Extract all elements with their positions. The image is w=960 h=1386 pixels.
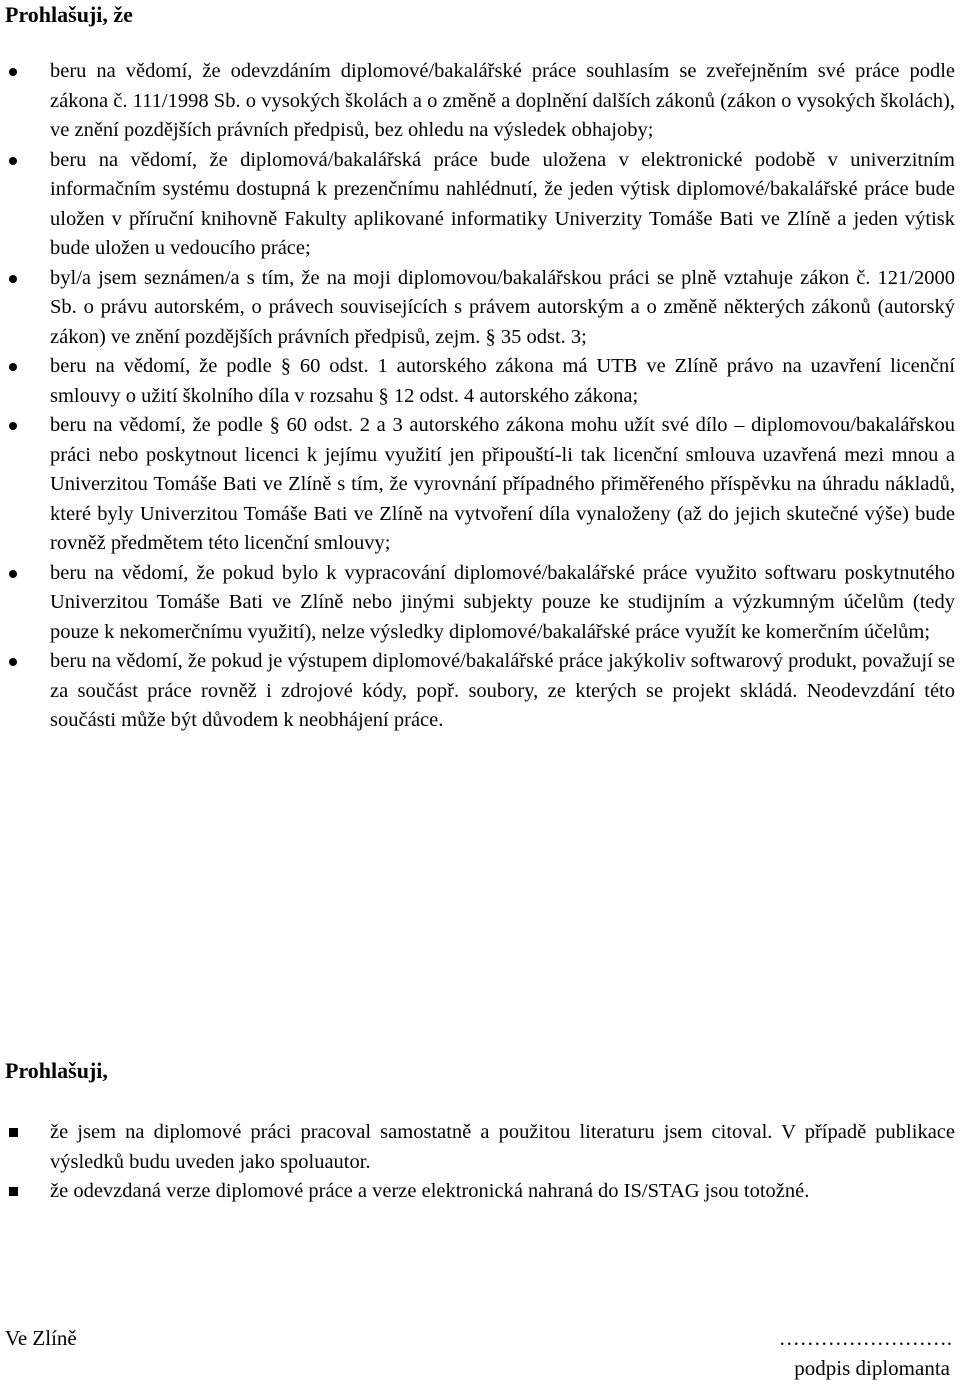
section1-heading: Prohlašuji, že [5,2,133,27]
list-item [0,1118,960,1177]
list-item [0,352,960,411]
list-item-text: beru na vědomí, že odevzdáním diplomové/bakalářské práce souhlasím se zveřejněním své práce podle zákona č. 111/1998 Sb. o vysokých školách a o změně a doplnění dalších zákonů (zákon o vysokých školách), ve znění pozdějších právních předpisů, bez ohledu na výsledek obhajoby; [50,60,955,141]
square-bullet-icon [9,1128,18,1137]
bullet-icon [9,275,17,283]
list-item-text: beru na vědomí, že diplomová/bakalářská práce bude uložena v elektronické podobě v univerzitním informačním systému dostupná k prezenčnímu nahlédnutí, že jeden výtisk diplomové/bakalářské práce bude uložen v příruční knihovně Fakulty aplikované informatiky Univerzity Tomáše Bati ve Zlíně a jeden výtisk bude uložen u vedoucího práce; [50,148,955,259]
square-bullet-icon [9,1187,18,1196]
list-item-text: že odevzdaná verze diplomové práce a verze elektronická nahraná do IS/STAG jsou totožné. [50,1180,810,1202]
list-item [0,411,960,559]
place-label: Ve Zlíně [5,1326,77,1350]
signature-line: ……………………. [778,1326,952,1350]
list-item-text: že jsem na diplomové práci pracoval samostatně a použitou literaturu jsem citoval. V případě publikace výsledků budu uveden jako spoluautor. [50,1121,955,1173]
bullet-icon [9,658,17,666]
bullet-icon [9,570,17,578]
list-item [0,146,960,264]
bullet-icon [9,422,17,430]
list-item-text: beru na vědomí, že podle § 60 odst. 2 a 3 autorského zákona mohu užít své dílo – diplomovou/bakalářskou práci nebo poskytnout licenci k jejímu využití jen připouští-li tak licenční smlouva uzavřená mezi mnou a Univerzitou Tomáše Bati ve Zlíně s tím, že vyrovnání případného přiměřeného příspěvku na úhradu nákladů, které byly Univerzitou Tomáše Bati ve Zlíně na vytvoření díla vynaloženy (až do jejich skutečné výše) bude rovněž předmětem této licenční smlouvy; [50,414,955,554]
bullet-icon [9,363,17,371]
list-item [0,559,960,648]
list-item-text: byl/a jsem seznámen/a s tím, že na moji diplomovou/bakalářskou práci se plně vztahuje zákon č. 121/2000 Sb. o právu autorském, o právech souvisejících s právem autorským a o změně některých zákonů (autorský zákon) ve znění pozdějších právních předpisů, zejm. § 35 odst. 3; [50,266,955,348]
list-item [0,264,960,353]
declaration-list [0,57,960,736]
list-item-text: beru na vědomí, že pokud bylo k vypracování diplomové/bakalářské práce využito softwaru poskytnutého Univerzitou Tomáše Bati ve Zlíně nebo jinými subjekty pouze ke studijním a výzkumným účelům (tedy pouze k nekomerčnímu využití), nelze výsledky diplomové/bakalářské práce využít ke komerčním účelům; [50,561,955,643]
signature-label: podpis diplomanta [794,1356,950,1380]
declaration-list-2 [0,1118,960,1207]
section2-heading: Prohlašuji, [5,1058,108,1083]
list-item [0,57,960,146]
list-item [0,1177,960,1207]
list-item-text: beru na vědomí, že podle § 60 odst. 1 autorského zákona má UTB ve Zlíně právo na uzavření licenční smlouvy o užití školního díla v rozsahu § 12 odst. 4 autorského zákona; [50,355,955,407]
bullet-icon [9,157,17,165]
bullet-icon [9,68,17,76]
list-item [0,647,960,736]
list-item-text: beru na vědomí, že pokud je výstupem diplomové/bakalářské práce jakýkoliv softwarový produkt, považují se za součást práce rovněž i zdrojové kódy, popř. soubory, ze kterých se projekt skládá. Neodevzdání této součásti může být důvodem k neobhájení práce. [50,650,955,731]
